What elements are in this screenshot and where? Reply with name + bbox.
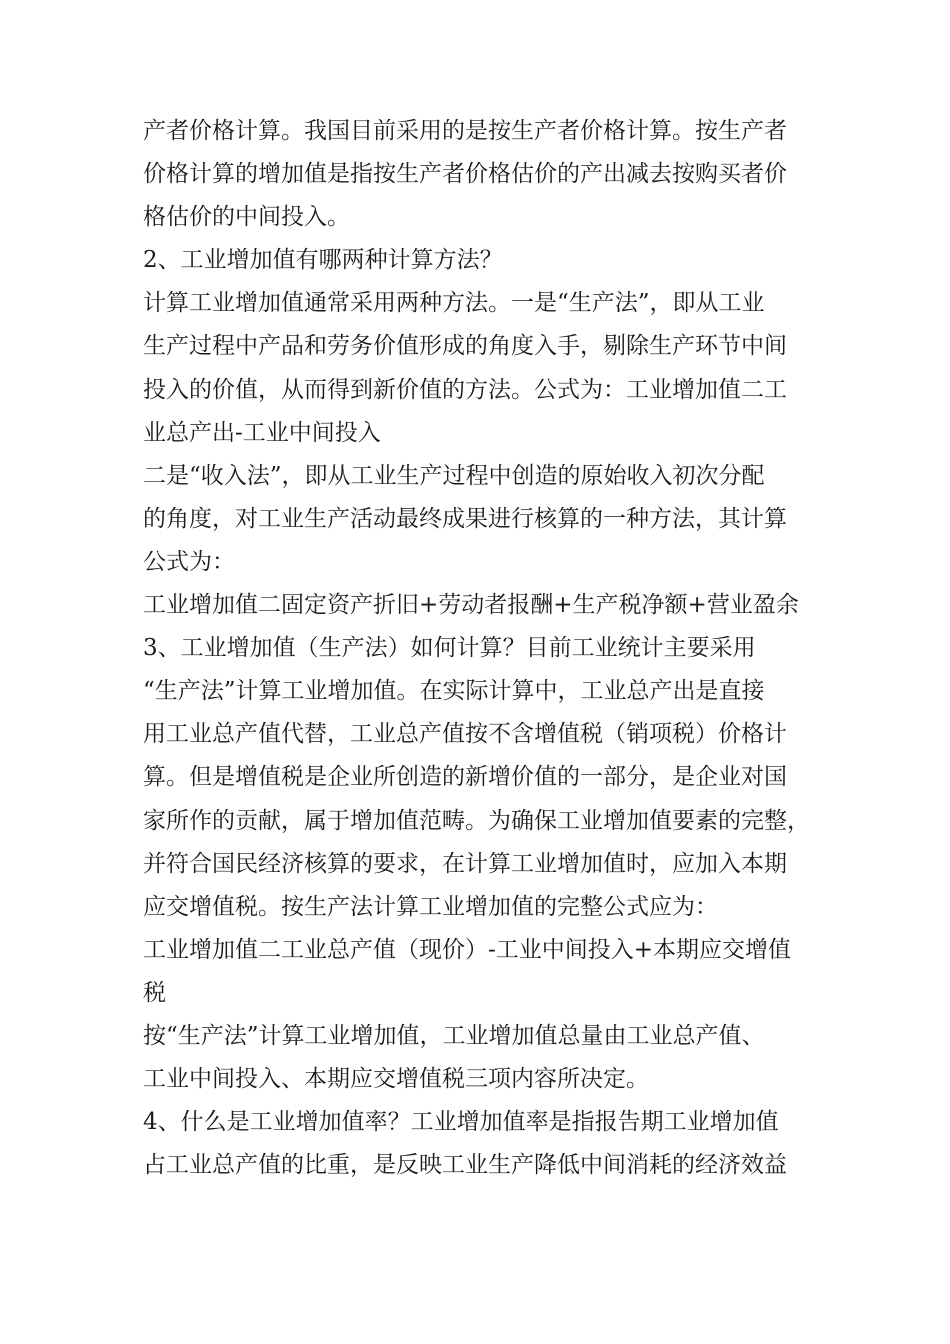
formula-line: 税 xyxy=(143,979,166,1006)
question-heading: 4、什么是工业增加值率？工业增加值率是指报告期工业增加值 xyxy=(143,1109,779,1136)
text-line: 按“生产法”计算工业增加值，工业增加值总量由工业总产值、 xyxy=(143,1022,765,1049)
body-text xyxy=(143,110,843,1187)
formula-line: 工业增加值二工业总产值（现价）-工业中间投入+本期应交增值 xyxy=(143,936,792,963)
text-line: 工业中间投入、本期应交增值税三项内容所决定。 xyxy=(143,1066,649,1093)
formula-line: 业总产出-工业中间投入 xyxy=(143,419,381,446)
text-line: 价格计算的增加值是指按生产者价格估价的产出减去按购买者价 xyxy=(143,161,787,188)
text-line: 占工业总产值的比重，是反映工业生产降低中间消耗的经济效益 xyxy=(143,1152,787,1179)
formula-line: 工业增加值二固定资产折旧+劳动者报酬+生产税净额+营业盈余 xyxy=(143,592,799,619)
text-line: 的角度，对工业生产活动最终成果进行核算的一种方法，其计算 xyxy=(143,505,787,532)
text-line: 家所作的贡献，属于增加值范畴。为确保工业增加值要素的完整， xyxy=(143,807,810,834)
text-line: 计算工业增加值通常采用两种方法。一是“生产法”，即从工业 xyxy=(143,290,765,317)
text-line: 格估价的中间投入。 xyxy=(143,204,350,231)
text-line: 公式为： xyxy=(143,548,235,575)
text-line: 应交增值税。按生产法计算工业增加值的完整公式应为： xyxy=(143,893,718,920)
text-line: 二是“收入法”，即从工业生产过程中创造的原始收入初次分配 xyxy=(143,462,765,489)
text-line: “生产法”计算工业增加值。在实际计算中，工业总产出是直接 xyxy=(143,678,765,705)
text-line: 算。但是增值税是企业所创造的新增价值的一部分，是企业对国 xyxy=(143,764,787,791)
question-heading: 3、工业增加值（生产法）如何计算？目前工业统计主要采用 xyxy=(143,635,756,662)
question-heading: 2、工业增加值有哪两种计算方法？ xyxy=(143,247,503,274)
text-line: 投入的价值，从而得到新价值的方法。公式为：工业增加值二工 xyxy=(143,376,787,403)
text-line: 用工业总产值代替，工业总产值按不含增值税（销项税）价格计 xyxy=(143,721,787,748)
text-line: 并符合国民经济核算的要求，在计算工业增加值时，应加入本期 xyxy=(143,850,787,877)
text-line: 产者价格计算。我国目前采用的是按生产者价格计算。按生产者 xyxy=(143,118,787,144)
text-line: 生产过程中产品和劳务价值形成的角度入手，剔除生产环节中间 xyxy=(143,333,787,360)
